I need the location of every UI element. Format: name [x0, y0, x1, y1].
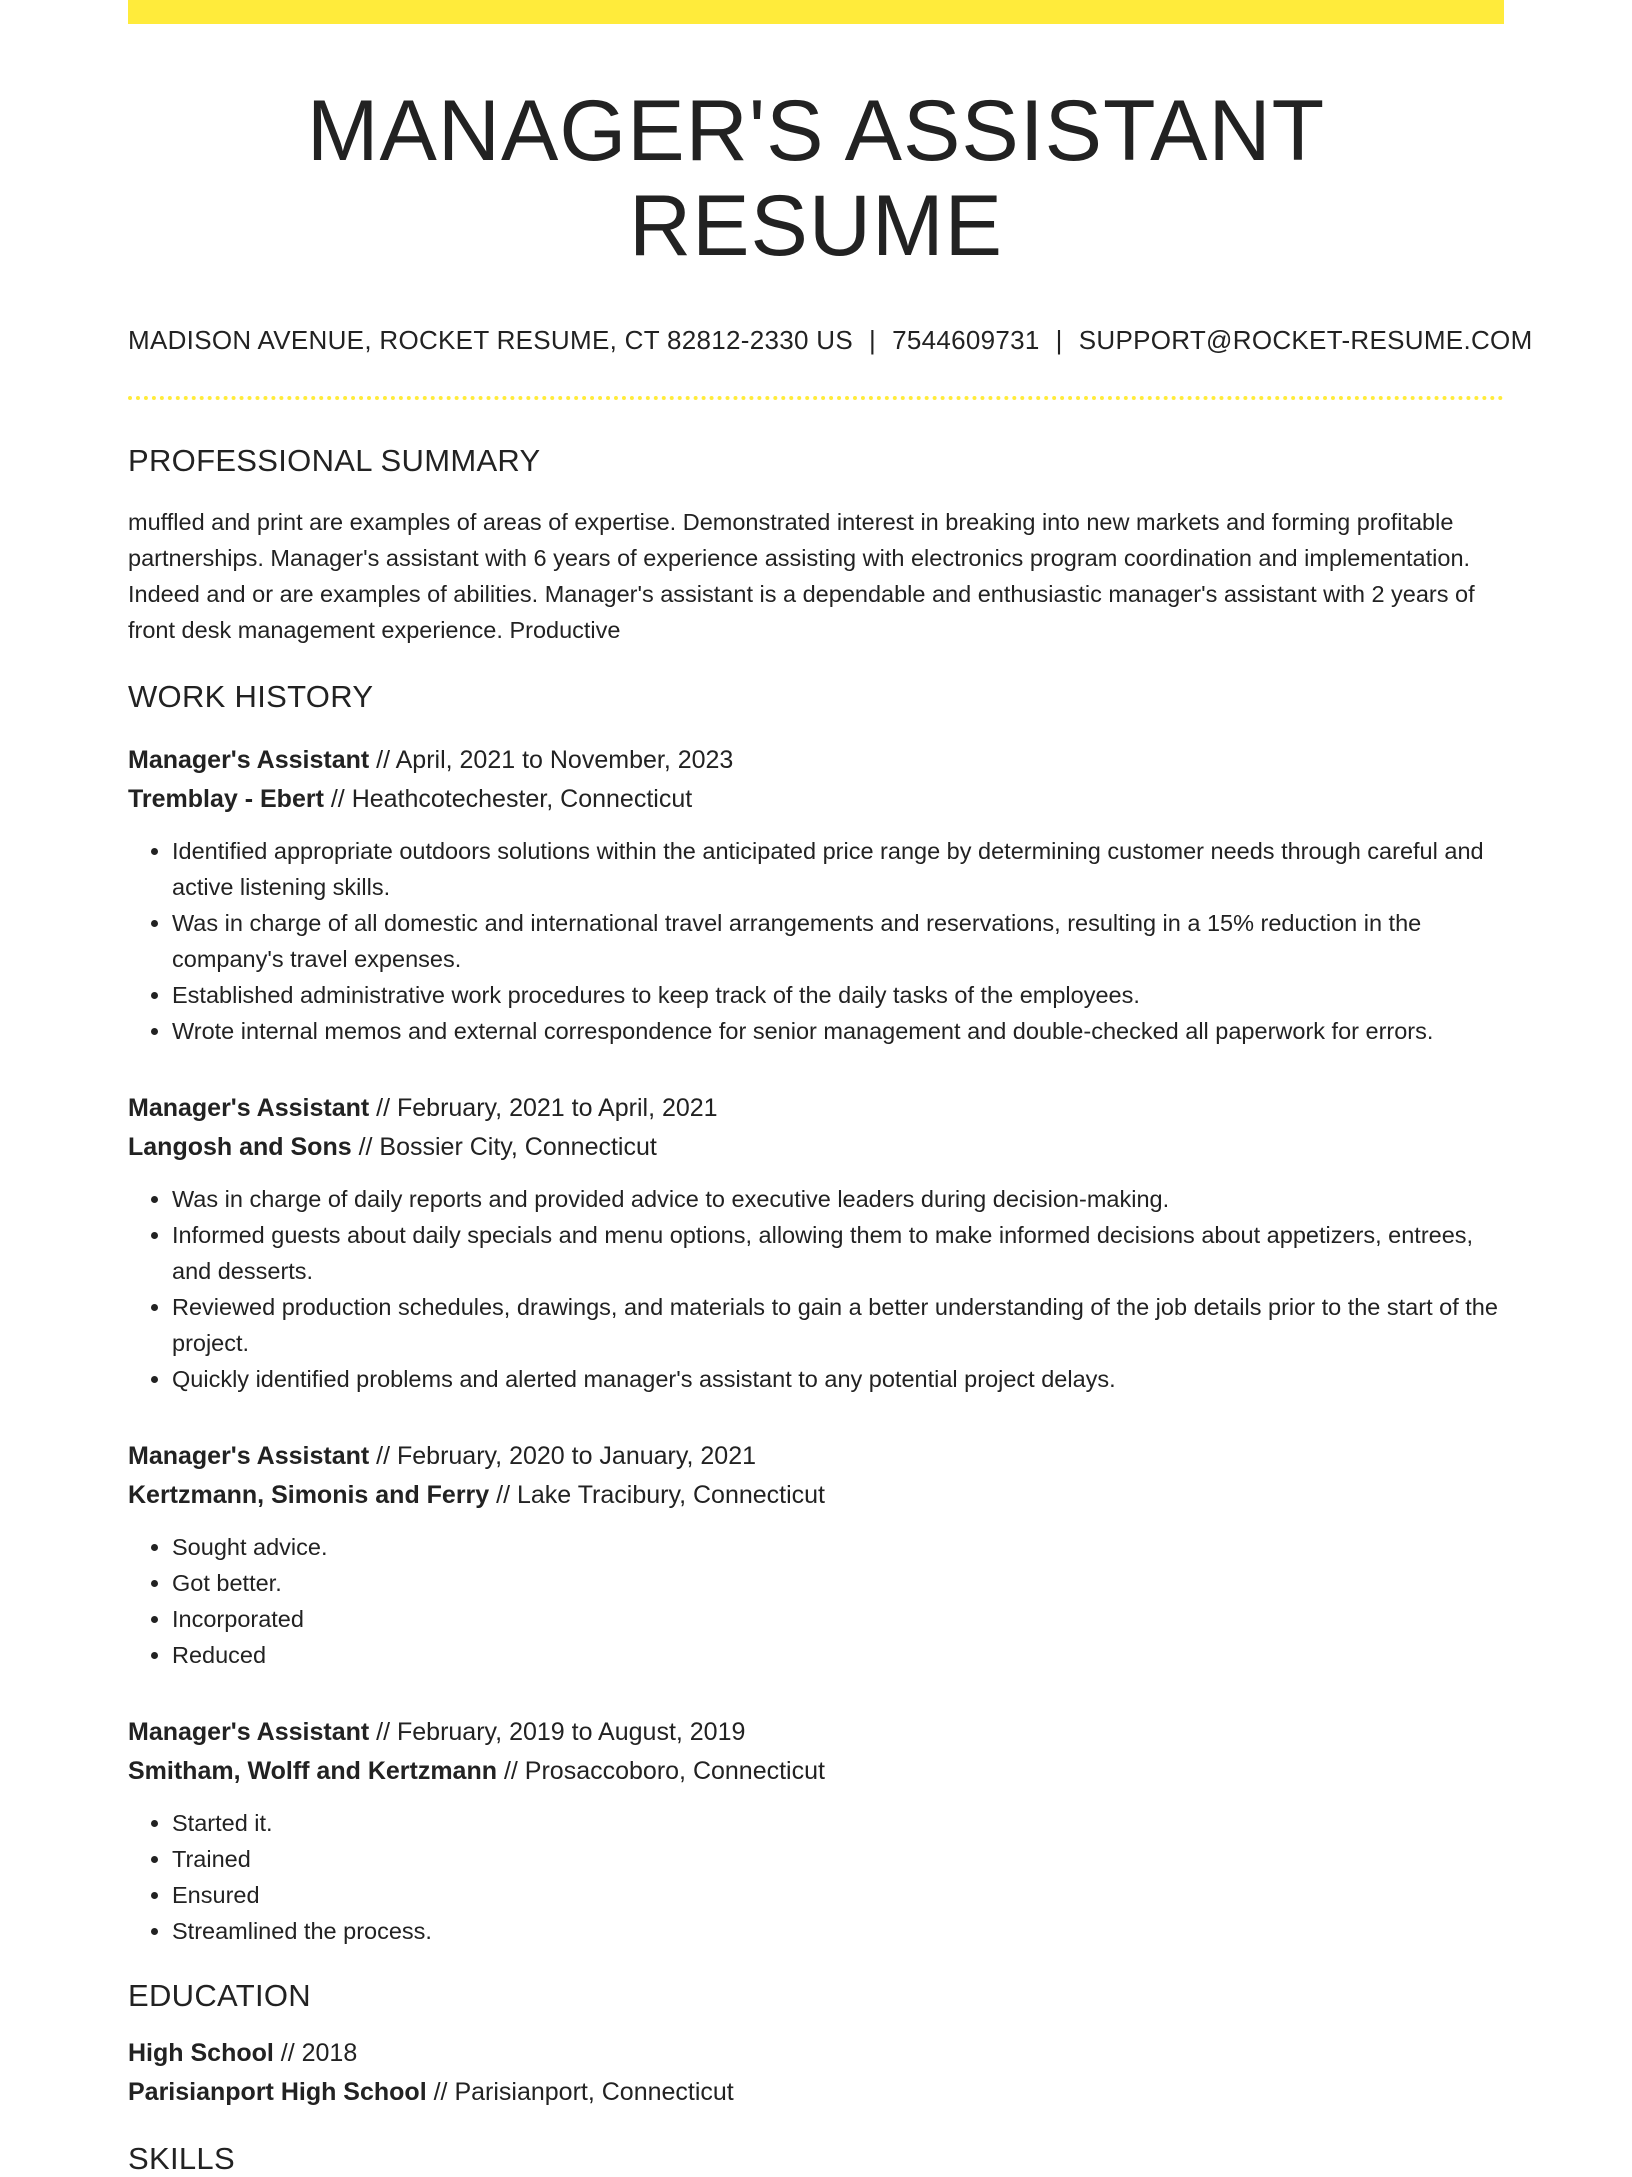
- contact-separator: |: [1055, 325, 1063, 356]
- job-entry: [128, 1437, 1504, 1673]
- job-bullet: • Was in charge of daily reports and provided advice to executive leaders during decision-making.: [172, 1181, 1504, 1217]
- education-school-line: [128, 2073, 1504, 2112]
- work-history-list: [128, 741, 1504, 1949]
- contact-line: [128, 325, 1533, 356]
- job-location: // Heathcotechester, Connecticut: [323, 784, 693, 813]
- job-bullet: • Reviewed production schedules, drawings, and materials to gain a better understanding of the job details prior to the start of the project.: [172, 1289, 1504, 1361]
- job-entry: [128, 1713, 1504, 1949]
- dotted-divider: [128, 396, 1504, 400]
- job-bullet: • Sought advice.: [172, 1529, 1504, 1565]
- summary-text: muffled and print are examples of areas of expertise. Demonstrated interest in breaking into new markets and forming profitable partnerships. Manager's assistant with 6 years of experience assisting with electronics program coordination and implementation. Indeed and or are examples of abilities. Manager's assistant is a dependable and enthusiastic manager's assistant with 2 years of front desk management experience. Productive: [128, 508, 1475, 643]
- job-bullet: • Streamlined the process.: [172, 1913, 1504, 1949]
- job-bullet: • Got better.: [172, 1565, 1504, 1601]
- job-bullets: [128, 1181, 1504, 1397]
- job-entry: [128, 741, 1504, 1049]
- resume-page: [128, 0, 1533, 2177]
- job-bullet: • Was in charge of all domestic and international travel arrangements and reservations, resulting in a 15% reduction in the company's travel expenses.: [172, 905, 1504, 977]
- job-title-line: [128, 1713, 1504, 1752]
- job-dates: // February, 2019 to August, 2019: [369, 1717, 746, 1746]
- job-title: Manager's Assistant: [128, 1093, 370, 1122]
- job-bullet: • Informed guests about daily specials and menu options, allowing them to make informed decisions about appetizers, entrees, and desserts.: [172, 1217, 1504, 1289]
- job-bullet: • Identified appropriate outdoors solutions within the anticipated price range by determining customer needs through careful and active listening skills.: [172, 833, 1504, 905]
- education-location: // Parisianport, Connecticut: [426, 2077, 734, 2106]
- job-company-line: [128, 780, 1504, 819]
- job-bullet: • Reduced: [172, 1637, 1504, 1673]
- job-bullets: [128, 1529, 1504, 1673]
- education-degree-line: [128, 2034, 1504, 2073]
- job-entry: [128, 1089, 1504, 1397]
- job-dates: // February, 2020 to January, 2021: [369, 1441, 757, 1470]
- job-bullet: • Trained: [172, 1841, 1504, 1877]
- education-degree: High School: [128, 2038, 274, 2067]
- job-dates: // April, 2021 to November, 2023: [369, 745, 734, 774]
- education-entry: [128, 2034, 1504, 2112]
- job-title-line: [128, 741, 1504, 780]
- job-title-line: [128, 1089, 1504, 1128]
- job-bullets: [128, 1805, 1504, 1949]
- education-school: Parisianport High School: [128, 2077, 427, 2106]
- job-company: Langosh and Sons: [128, 1132, 352, 1161]
- job-location: // Lake Tracibury, Connecticut: [489, 1480, 826, 1509]
- job-title: Manager's Assistant: [128, 745, 370, 774]
- job-bullet: • Wrote internal memos and external correspondence for senior management and double-checked all paperwork for errors.: [172, 1013, 1504, 1049]
- contact-address: MADISON AVENUE, ROCKET RESUME, CT 82812-2330 US: [128, 325, 853, 356]
- contact-email: SUPPORT@ROCKET-RESUME.COM: [1078, 325, 1533, 356]
- job-bullets: [128, 833, 1504, 1049]
- job-bullet: • Started it.: [172, 1805, 1504, 1841]
- job-company: Smitham, Wolff and Kertzmann: [128, 1756, 498, 1785]
- job-company-line: [128, 1128, 1504, 1167]
- top-accent-bar: [128, 0, 1504, 24]
- job-bullet: • Incorporated: [172, 1601, 1504, 1637]
- education-heading: EDUCATION: [128, 1977, 311, 2013]
- job-title-line: [128, 1437, 1504, 1476]
- job-title: Manager's Assistant: [128, 1717, 370, 1746]
- job-location: // Bossier City, Connecticut: [351, 1132, 657, 1161]
- job-location: // Prosaccoboro, Connecticut: [497, 1756, 825, 1785]
- contact-phone: 7544609731: [892, 325, 1040, 356]
- resume-title: MANAGER'S ASSISTANT RESUME: [306, 83, 1326, 274]
- job-bullet: • Quickly identified problems and alerted manager's assistant to any potential project delays.: [172, 1361, 1504, 1397]
- job-dates: // February, 2021 to April, 2021: [369, 1093, 718, 1122]
- job-company: Tremblay - Ebert: [128, 784, 324, 813]
- work-history-heading: WORK HISTORY: [128, 678, 374, 714]
- job-bullet: • Established administrative work procedures to keep track of the daily tasks of the employees.: [172, 977, 1504, 1013]
- skills-heading: SKILLS: [128, 2140, 235, 2176]
- summary-heading: PROFESSIONAL SUMMARY: [128, 443, 541, 479]
- job-title: Manager's Assistant: [128, 1441, 370, 1470]
- job-company-line: [128, 1476, 1504, 1515]
- job-company: Kertzmann, Simonis and Ferry: [128, 1480, 490, 1509]
- job-company-line: [128, 1752, 1504, 1791]
- contact-separator: |: [869, 325, 877, 356]
- job-bullet: • Ensured: [172, 1877, 1504, 1913]
- education-year: // 2018: [273, 2038, 358, 2067]
